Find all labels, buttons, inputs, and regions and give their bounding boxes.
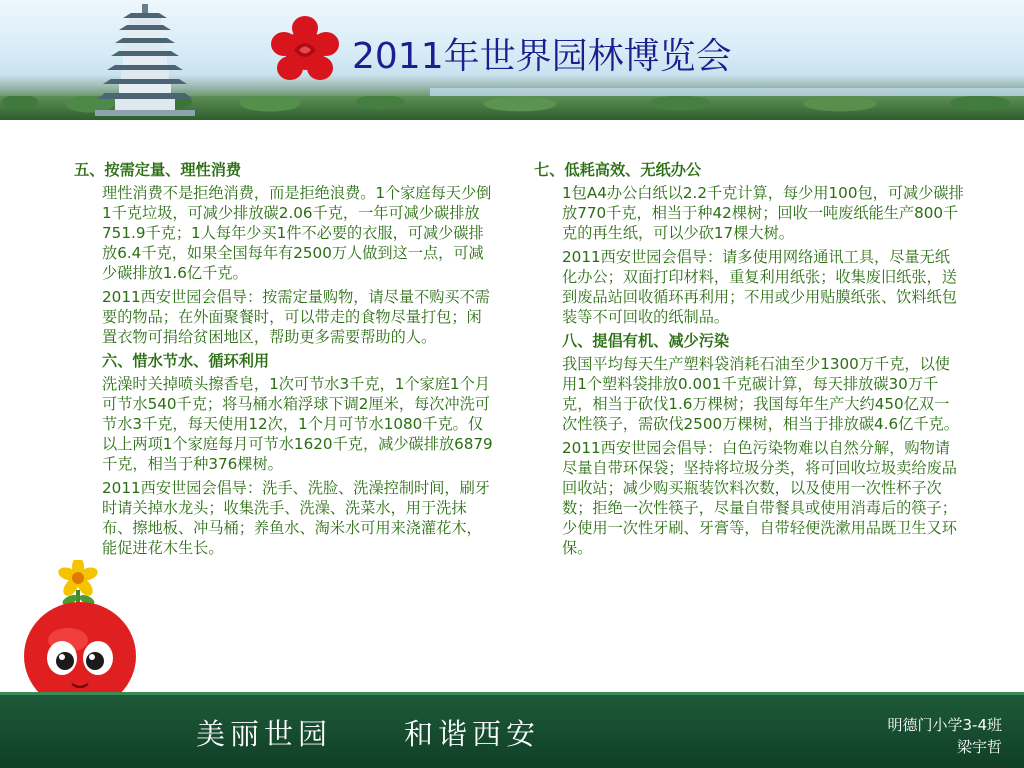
author-credit — [887, 714, 1002, 758]
section-heading-6: 六、惜水节水、循环利用 — [102, 352, 270, 370]
expo-logo — [270, 16, 340, 84]
paragraph: 理性消费不是拒绝消费，而是拒绝浪费。1个家庭每天少倒1千克垃圾，可减少排放碳2.06千克，一年可减少碳排放751.9千克；1人每年少买1件不必要的衣服，可减少碳排放6.4千克，如果全国每年有2500万人做到这一点，可减少碳排放1.6亿千克。 — [102, 184, 492, 282]
page-title: 2011年世界园林博览会 — [352, 36, 732, 77]
section-heading-5: 五、按需定量、理性消费 — [74, 161, 242, 179]
paragraph: 2011西安世园会倡导：洗手、洗脸、洗澡控制时间，刷牙时请关掉水龙头；收集洗手、洗澡、洗菜水，用于洗抹布、擦地板、冲马桶；养鱼水、淘米水可用来浇灌花木，能促进花木生长。 — [102, 479, 490, 557]
left-column — [74, 160, 494, 562]
header-banner — [0, 0, 1024, 120]
footer-divider — [0, 692, 1024, 695]
paragraph: 2011西安世园会倡导：请多使用网络通讯工具，尽量无纸化办公；双面打印材料，重复利用纸张；收集废旧纸张，送到废品站回收循环再利用；不用或少用贴膜纸张、饮料纸包装等不可回收的纸制品。 — [562, 248, 957, 326]
slogan-right: 和谐西安 — [404, 717, 541, 751]
right-column — [534, 160, 964, 562]
paragraph: 2011西安世园会倡导：按需定量购物，请尽量不购买不需要的物品；在外面聚餐时，可以带走的食物尽量打包；闲置衣物可捐给贫困地区，帮助更多需要帮助的人。 — [102, 288, 490, 346]
school-class: 明德门小学3-4班 — [887, 716, 1002, 734]
section-heading-7: 七、低耗高效、无纸办公 — [534, 161, 702, 179]
slogan-left: 美丽世园 — [196, 717, 333, 751]
pagoda-image — [85, 4, 205, 116]
author-name: 梁宇哲 — [956, 738, 1002, 756]
paragraph: 洗澡时关掉喷头擦香皂，1次可节水3千克，1个家庭1个月可节水540千克；将马桶水箱浮球下调2厘米，每次冲洗可节水3千克，每天使用12次，1个月可节水1080千克。仅以上两项1个家庭每月可节水1620千克，减少碳排放6879千克，相当于种376棵树。 — [102, 375, 493, 473]
section-heading-8: 八、提倡有机、减少污染 — [562, 332, 730, 350]
paragraph: 2011西安世园会倡导：白色污染物难以自然分解，购物请尽量自带环保袋；坚持将垃圾分类，将可回收垃圾卖给废品回收站；减少购买瓶装饮料次数，以及使用一次性杯子次数；拒绝一次性筷子，尽量自带餐具或使用消毒后的筷子；少使用一次性牙刷、牙膏等，自带轻便洗漱用品既卫生又环保。 — [562, 439, 957, 557]
paragraph: 1包A4办公白纸以2.2千克计算，每少用100包，可减少碳排放770千克，相当于种42棵树；回收一吨废纸能生产800千克的再生纸，可以少砍17棵大树。 — [562, 184, 964, 242]
paragraph: 我国平均每天生产塑料袋消耗石油至少1300万千克，以使用1个塑料袋排放0.001千克碳计算，每天排放碳30万千克，相当于砍伐1.6万棵树；我国每年生产大约450亿双一次性筷子，需砍伐2500万棵树，相当于排放碳4.6亿千克。 — [562, 355, 959, 433]
